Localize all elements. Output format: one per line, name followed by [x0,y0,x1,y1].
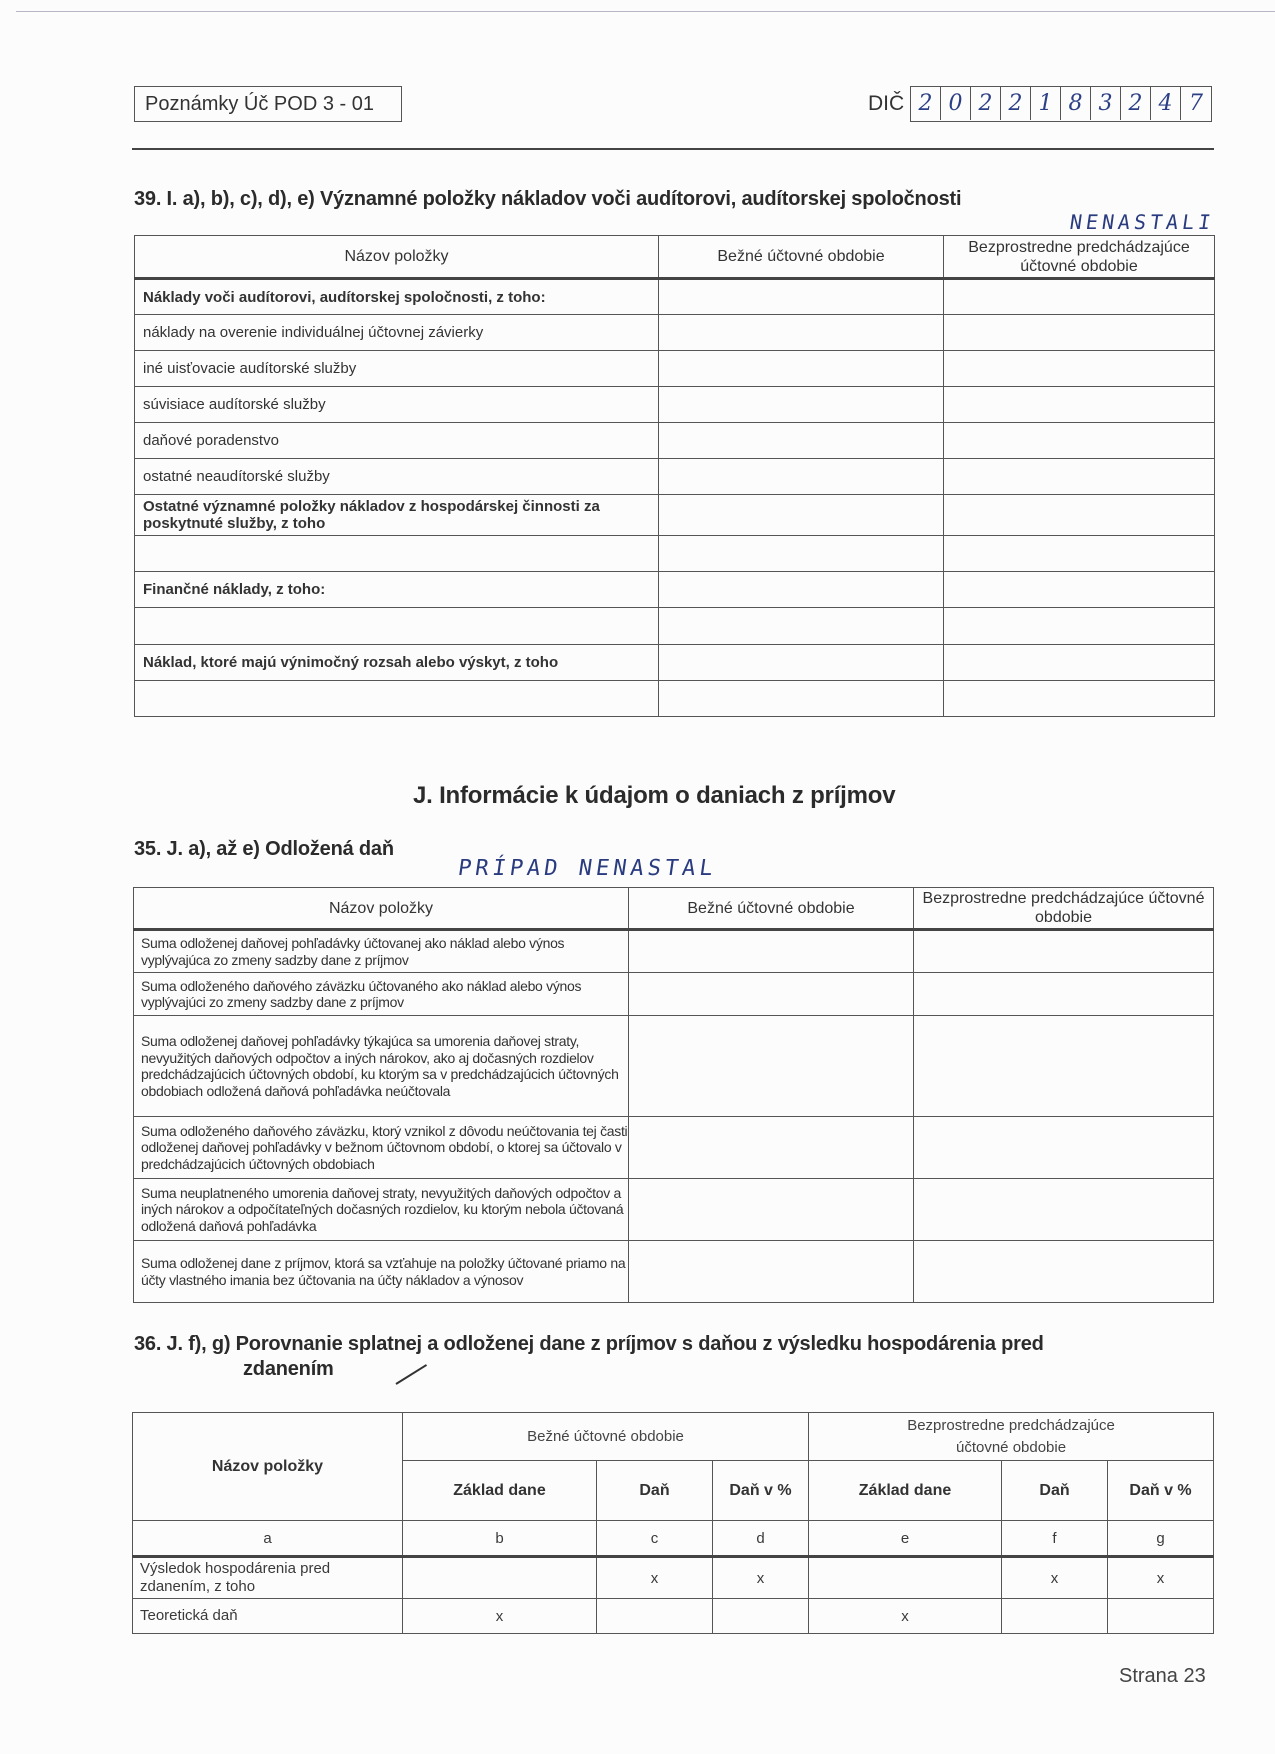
current-value-cell[interactable] [629,1179,914,1241]
row-name[interactable] [135,536,659,572]
value-cell[interactable] [403,1557,597,1599]
value-cell[interactable]: x [597,1557,713,1599]
previous-value-cell[interactable] [944,279,1215,315]
table-row [135,645,1215,681]
column-letter: e [809,1521,1002,1557]
row-name[interactable] [135,681,659,717]
column-letter: g [1108,1521,1214,1557]
table-row [135,681,1215,717]
row-name: Výsledok hospodárenia pred zdanením, z toho [133,1557,403,1599]
previous-value-cell[interactable] [944,315,1215,351]
value-cell[interactable] [713,1599,809,1634]
row-name: Náklad, ktoré majú výnimočný rozsah alebo výskyt, z toho [135,645,659,681]
previous-value-cell[interactable] [914,930,1214,973]
current-value-cell[interactable] [659,536,944,572]
dic-digit[interactable]: 1 [1031,87,1061,120]
value-cell[interactable] [1002,1599,1108,1634]
table-row [134,930,1214,973]
row-name: náklady na overenie individuálnej účtovnej závierky [135,315,659,351]
previous-value-cell[interactable] [944,387,1215,423]
previous-value-cell[interactable] [914,1179,1214,1241]
form-code-box: Poznámky Úč POD 3 - 01 [134,86,402,122]
current-value-cell[interactable] [659,572,944,608]
dic-digit[interactable]: 4 [1151,87,1181,120]
dic-digit[interactable]: 0 [941,87,971,120]
current-value-cell[interactable] [659,387,944,423]
column-letter: c [597,1521,713,1557]
current-value-cell[interactable] [659,645,944,681]
row-name: iné uisťovacie audítorské služby [135,351,659,387]
table-row [134,1117,1214,1179]
tax-comparison-table [132,1412,1214,1634]
col-header-name: Názov položky [134,888,629,930]
page-number: Strana 23 [1119,1665,1206,1687]
handwritten-note-nenastali: NENASTALI [1068,210,1217,234]
table-row [135,315,1215,351]
table-row [135,459,1215,495]
table-row [135,351,1215,387]
table-row [134,973,1214,1016]
value-cell[interactable] [1108,1599,1214,1634]
col-header-tax-base-current: Základ dane [403,1461,597,1521]
table-row [134,1016,1214,1117]
column-letter: b [403,1521,597,1557]
section-j-title: J. Informácie k údajom o daniach z príjmov [413,782,896,809]
handwritten-slash-mark [395,1364,427,1385]
dic-digit[interactable]: 3 [1091,87,1121,120]
dic-digit[interactable]: 8 [1061,87,1091,120]
current-value-cell[interactable] [629,1016,914,1117]
previous-value-cell[interactable] [914,1117,1214,1179]
table-row [134,1179,1214,1241]
dic-label: DIČ [868,92,905,115]
previous-value-cell[interactable] [944,645,1215,681]
section-39-title: 39. I. a), b), c), d), e) Významné položky nákladov voči audítorovi, audítorskej spoločnosti [134,188,962,210]
table-row [135,387,1215,423]
current-value-cell[interactable] [629,1117,914,1179]
current-value-cell[interactable] [659,459,944,495]
current-value-cell[interactable] [659,495,944,536]
value-cell[interactable] [597,1599,713,1634]
col-header-name: Názov položky [135,236,659,279]
table-row [135,572,1215,608]
dic-digit[interactable]: 7 [1189,91,1203,116]
col-header-tax-pct-previous: Daň v % [1108,1461,1214,1521]
previous-value-cell[interactable] [944,351,1215,387]
table-row [135,608,1215,645]
value-cell[interactable]: x [1108,1557,1214,1599]
table-row [135,279,1215,315]
previous-value-cell[interactable] [944,572,1215,608]
value-cell[interactable]: x [713,1557,809,1599]
row-name: daňové poradenstvo [135,423,659,459]
current-value-cell[interactable] [629,973,914,1016]
table-row [133,1599,1214,1634]
current-value-cell[interactable] [659,681,944,717]
dic-digit[interactable]: 2 [971,87,1001,120]
row-name: ostatné neaudítorské služby [135,459,659,495]
row-name: súvisiace audítorské služby [135,387,659,423]
row-name: Suma odloženého daňového záväzku účtovaného ako náklad alebo výnos vyplývajúci zo zmeny sadzby dane z príjmov [134,973,629,1016]
row-name: Suma odloženej dane z príjmov, ktorá sa vzťahuje na položky účtované priamo na účty vlastného imania bez účtovania na účty nákladov a výnosov [134,1241,629,1303]
dic-digit[interactable]: 2 [1121,87,1151,120]
table-row [134,1241,1214,1303]
table-row [135,536,1215,572]
col-header-name: Názov položky [133,1413,403,1521]
value-cell[interactable] [809,1557,1002,1599]
col-header-tax-pct-current: Daň v % [713,1461,809,1521]
row-name: Finančné náklady, z toho: [135,572,659,608]
col-header-previous: Bezprostredne predchádzajúce účtovné obdobie [944,236,1215,279]
previous-value-cell[interactable] [914,1016,1214,1117]
dic-digit[interactable]: 2 [911,87,941,120]
row-name: Suma neuplatneného umorenia daňovej straty, nevyužitých daňových odpočtov a iných nárokov a odpočítateľných dočasných rozdielov, ku ktorým nebola účtovaná odložená daňová pohľadávka [134,1179,629,1241]
section-36-title-line2: zdanením [243,1358,334,1380]
col-group-current-period: Bežné účtovné obdobie [403,1413,809,1461]
current-value-cell[interactable] [659,279,944,315]
previous-value-cell[interactable] [944,536,1215,572]
col-header-current: Bežné účtovné obdobie [659,236,944,279]
column-letters-row [133,1521,1214,1557]
current-value-cell[interactable] [659,423,944,459]
current-value-cell[interactable] [629,1241,914,1303]
current-value-cell[interactable] [629,930,914,973]
column-letter: f [1002,1521,1108,1557]
col-header-current: Bežné účtovné obdobie [629,888,914,930]
row-name: Teoretická daň [133,1599,403,1634]
row-name: Suma odloženej daňovej pohľadávky účtovanej ako náklad alebo výnos vyplývajúca zo zmeny sadzby dane z príjmov [134,930,629,973]
handwritten-note-pripad-nenastal: PRÍPAD NENASTAL [456,856,719,881]
scan-top-line [16,11,1275,12]
previous-value-cell[interactable] [944,681,1215,717]
previous-value-cell[interactable] [944,423,1215,459]
col-header-previous: Bezprostredne predchádzajúce účtovné obdobie [914,888,1214,930]
row-name: Náklady voči audítorovi, audítorskej spoločnosti, z toho: [135,279,659,315]
row-name: Ostatné významné položky nákladov z hospodárskej činnosti za poskytnuté služby, z toho [135,495,659,536]
value-cell[interactable]: x [403,1599,597,1634]
col-header-tax-base-previous: Základ dane [809,1461,1002,1521]
current-value-cell[interactable] [659,608,944,645]
col-group-previous-period: Bezprostredne predchádzajúce účtovné obdobie [809,1413,1214,1461]
dic-digit[interactable]: 2 [1001,87,1031,120]
section-35-title: 35. J. a), až e) Odložená daň [134,838,394,860]
header-divider [132,148,1214,150]
current-value-cell[interactable] [659,315,944,351]
previous-value-cell[interactable] [914,1241,1214,1303]
auditor-costs-table [134,235,1215,717]
deferred-tax-table [133,887,1214,1303]
column-letter: a [133,1521,403,1557]
value-cell[interactable]: x [809,1599,1002,1634]
col-header-tax-previous: Daň [1002,1461,1108,1521]
row-name: Suma odloženého daňového záväzku, ktorý vznikol z dôvodu neúčtovania tej časti odloženej daňovej pohľadávky v bežnom účtovnom období, o ktorej sa účtovalo v predchádzajúcich účtovných obdobiach [134,1117,629,1179]
column-letter: d [713,1521,809,1557]
dic-boxes [910,86,1212,122]
current-value-cell[interactable] [659,351,944,387]
row-name: Suma odloženej daňovej pohľadávky týkajúca sa umorenia daňovej straty, nevyužitých daňových odpočtov a iných nárokov, ako aj dočasných rozdielov predchádzajúcich účtovných období, ku ktorým sa v predchádzajúcich účtovných obdobiach odložená daňová pohľadávka neúčtovala [134,1016,629,1117]
previous-value-cell[interactable] [914,973,1214,1016]
table-row [133,1557,1214,1599]
value-cell[interactable]: x [1002,1557,1108,1599]
col-header-tax-current: Daň [597,1461,713,1521]
previous-value-cell[interactable] [944,495,1215,536]
previous-value-cell[interactable] [944,608,1215,645]
table-row [135,423,1215,459]
section-36-title-line1: 36. J. f), g) Porovnanie splatnej a odloženej dane z príjmov s daňou z výsledku hospodárenia pred [134,1333,1044,1355]
table-row [135,495,1215,536]
previous-value-cell[interactable] [944,459,1215,495]
row-name[interactable] [135,608,659,645]
